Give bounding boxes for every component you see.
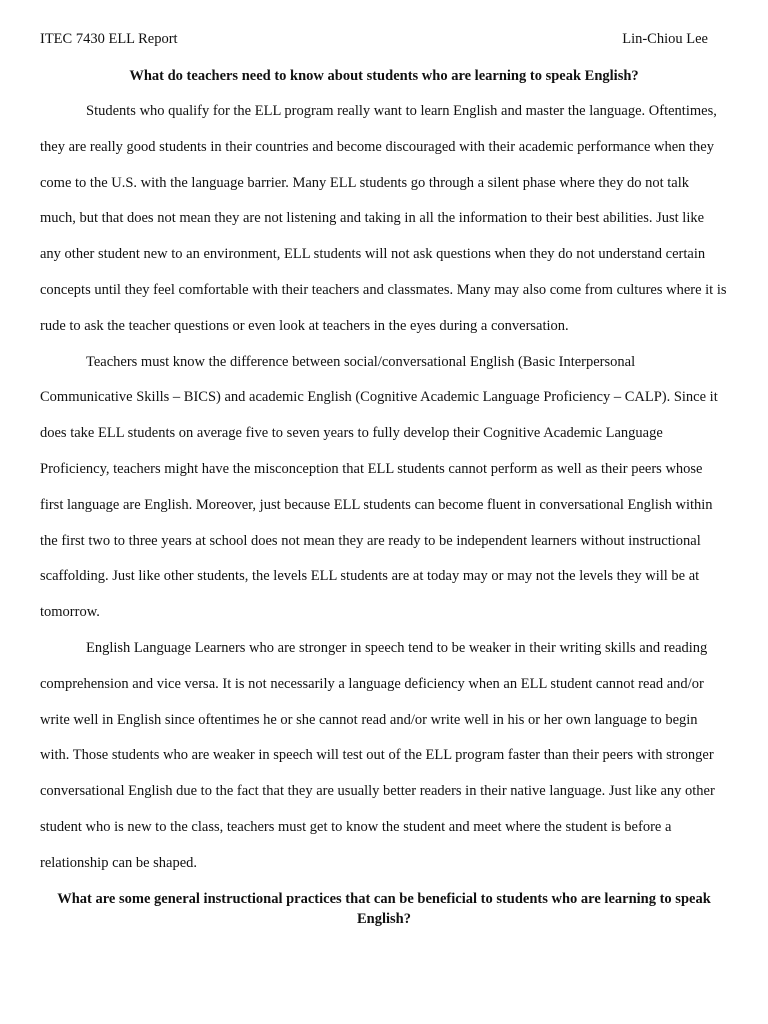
paragraph-2: Teachers must know the difference between social/conversational English (Basic Interpersonal Communicative Skills – BICS) and academic English (Cognitive Academic Language Proficiency – CALP). Since it does take ELL students on average five to seven years to fully develop their Cognitive Academic Language Proficiency, teachers might have the misconception that ELL students cannot perform as well as their peers whose first language are English. Moreover, just because ELL students can become fluent in conversational English within the first two to three years at school does not mean they are ready to be independent learners without instructional scaffolding. Just like other students, the levels ELL students are at today may or may not the levels they will be at tomorrow. (40, 353, 718, 621)
section-heading-1: What do teachers need to know about students who are learning to speak English? (129, 68, 639, 84)
document-body (40, 64, 728, 930)
paragraph-1: Students who qualify for the ELL program really want to learn English and master the language. Oftentimes, they are really good students in their countries and become discouraged with their academic performance when they come to the U.S. with the language barrier. Many ELL students go through a silent phase where they do not talk much, but that does not mean they are not listening and taking in all the information to their best abilities. Just like any other student new to an environment, ELL students will not ask questions when they do not understand certain concepts until they feel comfortable with their teachers and classmates. Many may also come from cultures where it is rude to ask the teacher questions or even look at teachers in the eyes during a conversation. (40, 103, 727, 334)
paragraph-3: English Language Learners who are stronger in speech tend to be weaker in their writing skills and reading comprehension and vice versa. It is not necessarily a language deficiency when an ELL student cannot read and/or write well in English since oftentimes he or she cannot read and/or write well in his or her own language to begin with. Those students who are weaker in speech will test out of the ELL program faster than their peers with stronger conversational English due to the fact that they are usually better readers in their native language. Just like any other student who is new to the class, teachers must get to know the student and meet where the student is before a relationship can be shaped. (40, 639, 715, 871)
header-course-title: ITEC 7430 ELL Report (40, 31, 178, 47)
section-heading-2: What are some general instructional practices that can be beneficial to students who are learning to speak English? (57, 890, 711, 928)
running-header (40, 29, 708, 49)
header-author-name: Lin-Chiou Lee (622, 31, 708, 47)
